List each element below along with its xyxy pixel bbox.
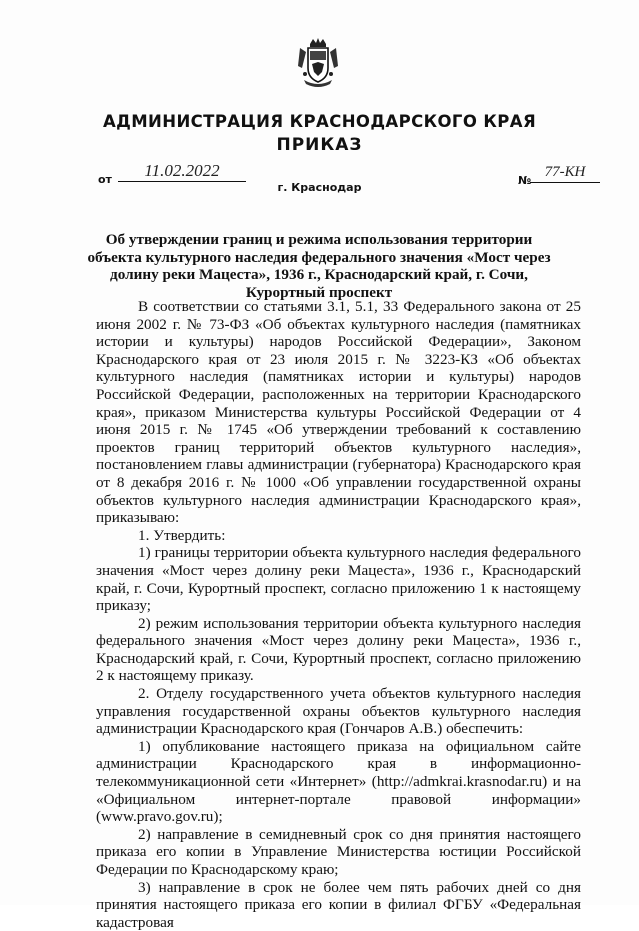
paragraph-item-1: 1. Утвердить: — [138, 526, 226, 544]
paragraph-preamble: В соответствии со статьями 3.1, 5.1, 33 Федерального закона от 25 июня 2002 г. № 73-ФЗ «Об объектах культурного наследия (памятниках истории и культуры) народов Российской Федерации», Законом Краснодарского края от 23 июля 2015 г. № 3223-КЗ «Об объектах культурного наследия (памятниках истории и культуры) народов Российской Федерации, расположенных на территории Краснодарского края», приказом Министерства культуры Российской Федерации от 4 июня 2015 г. № 1745 «Об утверждении требований к составлению проектов границ территорий объектов культурного наследия», постановлением главы администрации (губернатора) Краснодарского края от 8 декабря 2016 г. № 1000 «Об управлении государственной охраны объектов культурного наследия администрации Краснодарского края», приказываю: — [96, 298, 581, 527]
document-title: Об утверждении границ и режима использования территории объекта культурного наследия федерального значения «Мост через долину реки Мацеста», 1936 г., Краснодарский край, г. Сочи, Курортный проспект — [87, 231, 551, 301]
handwritten-number: 77-КН — [530, 162, 600, 183]
paragraph-item-2-2: 2) направление в семидневный срок со дня принятия настоящего приказа его копии в Управление Министерства юстиции Российской Федерации по Краснодарскому краю; — [96, 825, 581, 878]
paragraph-item-2: 2. Отделу государственного учета объектов культурного наследия управления государственной охраны объектов культурного наследия администрации Краснодарского края (Гончаров А.В.) обеспечить: — [96, 685, 581, 738]
paragraph-item-1-1: 1) границы территории объекта культурного наследия федерального значения «Мост через долину реки Мацеста», 1936 г., Краснодарский край, г. Сочи, Курортный проспект, согласно приложению 1 к настоящему приказу; — [96, 544, 581, 615]
document-body — [96, 298, 581, 931]
city-label: г. Краснодар — [277, 181, 362, 194]
number-label: № — [518, 174, 532, 187]
document-type: ПРИКАЗ — [276, 135, 363, 155]
paragraph-item-1-2: 2) режим использования территории объекта культурного наследия федерального значения «Мост через долину реки Мацеста», 1936 г., Краснодарский край, г. Сочи, Курортный проспект, согласно приложению 2 к настоящему приказу. — [96, 614, 581, 685]
coat-of-arms-emblem — [296, 38, 340, 88]
krasnodar-crest-icon — [296, 38, 340, 88]
handwritten-date: 11.02.2022 — [118, 161, 246, 182]
organization-name: АДМИНИСТРАЦИЯ КРАСНОДАРСКОГО КРАЯ — [102, 112, 537, 131]
paragraph-item-2-3: 3) направление в срок не более чем пять рабочих дней со дня принятия настоящего приказа его копии в филиал ФГБУ «Федеральная кадастровая — [96, 878, 581, 931]
paragraph-item-2-1: 1) опубликование настоящего приказа на официальном сайте администрации Краснодарского края в информационно-телекоммуникационной сети «Интернет» (http://admkrai.krasnodar.ru) и на «Официальном интернет-портале правовой информации» (www.pravo.gov.ru); — [96, 737, 581, 826]
date-label: от — [98, 173, 112, 186]
